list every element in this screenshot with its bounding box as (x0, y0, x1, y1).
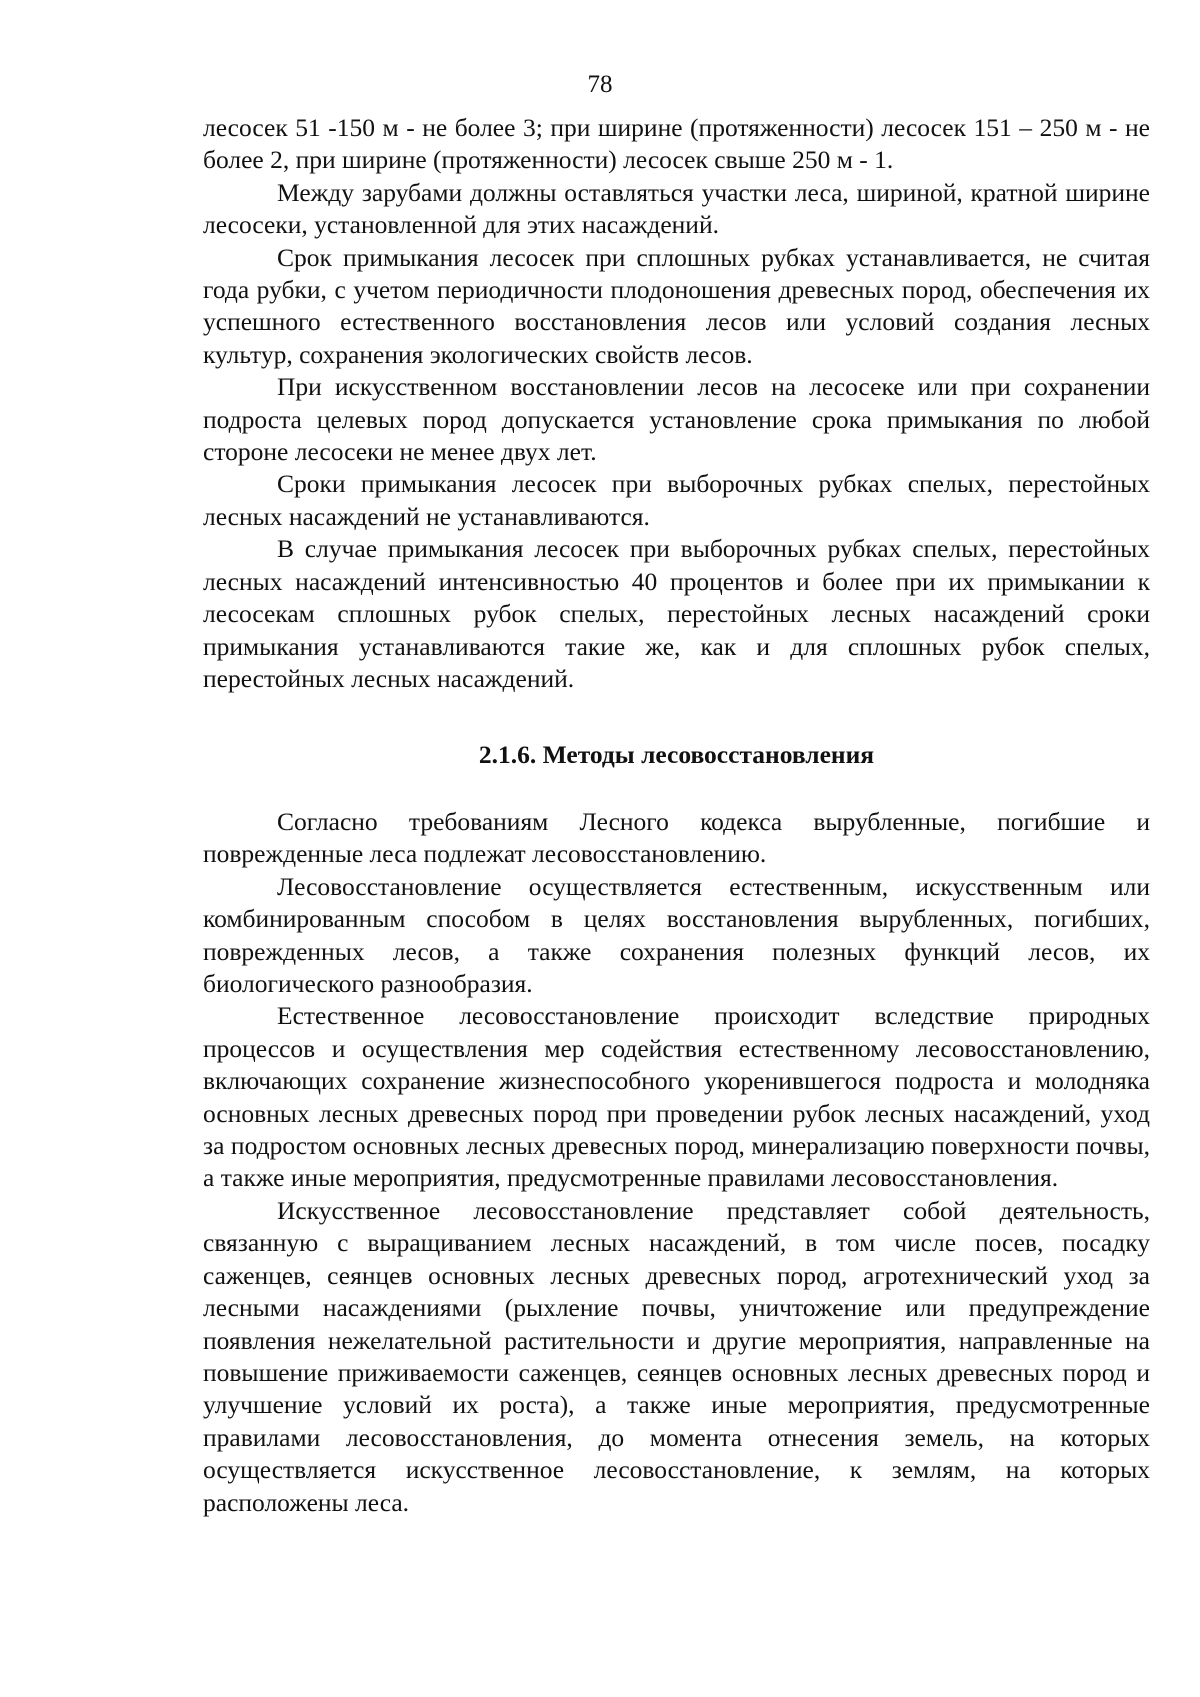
paragraph: В случае примыкания лесосек при выборочных рубках спелых, перестойных лесных насаждений интенсивностью 40 процентов и более при их примыкании к лесосекам сплошных рубок спелых, перестойных лесных насаждений сроки примыкания устанавливаются такие же, как и для сплошных рубок спелых, перестойных лесных насаждений. (203, 534, 1150, 693)
paragraph: Естественное лесовосстановление происходит вследствие природных процессов и осуществления мер содействия естественному лесовосстановлению, включающих сохранение жизнеспособного укоренившегося подроста и молодняка основных лесных древесных пород при проведении рубок лесных насаждений, уход за подростом основных лесных древесных пород, минерализацию поверхности почвы, а также иные мероприятия, предусмотренные правилами лесовосстановления. (203, 1001, 1150, 1193)
section-heading: 2.1.6. Методы лесовосстановления (478, 740, 875, 769)
paragraph: Сроки примыкания лесосек при выборочных рубках спелых, перестойных лесных насаждений не устанавливаются. (203, 469, 1150, 531)
paragraph: Согласно требованиям Лесного кодекса вырубленные, погибшие и поврежденные леса подлежат лесовосстановлению. (203, 807, 1150, 869)
paragraph: Искусственное лесовосстановление представляет собой деятельность, связанную с выращиванием лесных насаждений, в том числе посев, посадку саженцев, сеянцев основных лесных древесных пород, агротехнический уход за лесными насаждениями (рыхление почвы, уничтожение или предупреждение появления нежелательной растительности и другие мероприятия, направленные на повышение приживаемости саженцев, сеянцев основных лесных древесных пород и улучшение условий их роста), а также иные мероприятия, предусмотренные правилами лесовосстановления, до момента отнесения земель, на которых осуществляется искусственное лесовосстановление, к землям, на которых расположены леса. (203, 1195, 1150, 1517)
paragraph: Лесовосстановление осуществляется естественным, искусственным или комбинированным способом в целях восстановления вырубленных, погибших, поврежденных лесов, а также сохранения полезных функций лесов, их биологического разнообразия. (203, 871, 1150, 999)
page-number: 78 (587, 71, 613, 98)
paragraph-continued: лесосек 51 -150 м - не более 3; при ширине (протяженности) лесосек 151 – 250 м - не более 2, при ширине (протяженности) лесосек свыше 250 м - 1. (203, 113, 1150, 175)
text-block-bottom (203, 806, 1150, 1519)
paragraph: Между зарубами должны оставляться участки леса, шириной, кратной ширине лесосеки, установленной для этих насаждений. (203, 177, 1150, 240)
paragraph: При искусственном восстановлении лесов на лесосеке или при сохранении подроста целевых пород допускается установление срока примыкания по любой стороне лесосеки не менее двух лет. (203, 372, 1150, 467)
paragraph: Срок примыкания лесосек при сплошных рубках устанавливается, не считая года рубки, с учетом периодичности плодоношения древесных пород, обеспечения их успешного естественного восстановления лесов или условий создания лесных культур, сохранения экологических свойств лесов. (203, 242, 1150, 369)
text-block-top (203, 112, 1150, 695)
